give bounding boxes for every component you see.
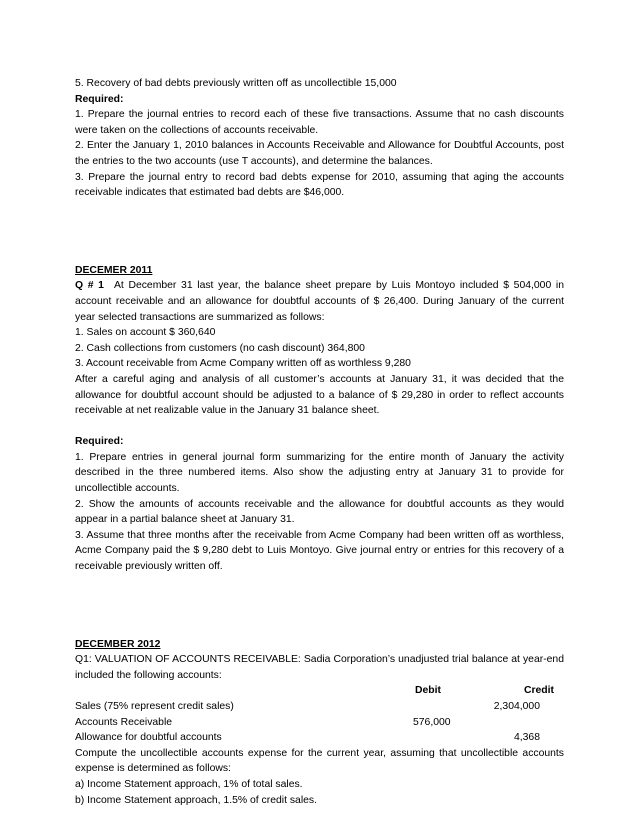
paragraph-line: 2. Enter the January 1, 2010 balances in Accounts Receivable and Allowance for Doubtful Accounts, post [75,140,564,152]
required-heading: Required: [75,436,124,448]
paragraph-line: appear in a partial balance sheet at January 31. [75,514,295,526]
paragraph-line: included the following accounts: [75,669,222,681]
paragraph-line: were taken on the collections of accounts receivable. [75,124,319,136]
paragraph-line: 2. Show the amounts of accounts receivable and the allowance for doubtful accounts as they would [75,498,564,510]
credit-amount: 4,368 [513,732,540,744]
paragraph-line: 1. Prepare the journal entries to record each of these five transactions. Assume that no cash discounts [75,109,564,121]
trial-balance-header [75,683,564,699]
paragraph-line: the entries to the two accounts (use T accounts), and determine the balances. [75,155,433,167]
account-name: Allowance for doubtful accounts [75,732,222,744]
paragraph-line: uncollectible accounts. [75,483,180,495]
debit-column-header: Debit [415,685,441,697]
transaction-5: 5. Recovery of bad debts previously written off as uncollectible 15,000 [75,78,397,89]
paragraph-line: 3. Assume that three months after the receivable from Acme Company had been written off as worthless, [75,529,564,541]
paragraph-line: After a careful aging and analysis of all customer’s accounts at January 31, it was decided that the [75,373,564,385]
credit-column-header: Credit [523,685,554,697]
paragraph-line: Compute the uncollectible accounts expense for the current year, assuming that uncollectible accounts [75,747,564,759]
paragraph-line: expense is determined as follows: [75,763,231,775]
transaction-item: 2. Cash collections from customers (no cash discount) 364,800 [75,342,365,354]
trial-balance-row [75,715,564,731]
paragraph-line: account receivable and an allowance for doubtful accounts of $ 26,400. During January of the current [75,295,564,307]
paragraph-line: 1. Prepare entries in general journal form summarizing for the entire month of January the activity [75,451,564,463]
credit-amount: 2,304,000 [493,701,540,712]
paragraph-line: allowance for doubtful account should be adjusted to a balance of $ 29,280 in order to reflect accounts [75,389,564,401]
paragraph-line: 3. Prepare the journal entry to record bad debts expense for 2010, assuming that aging the accounts [75,171,564,183]
section-december-2012 [75,637,564,809]
section-heading: DECEMBER 2012 [75,638,161,650]
trial-balance-row [75,699,564,715]
list-item: b) Income Statement approach, 1.5% of credit sales. [75,794,317,806]
trial-balance-row [75,730,564,746]
transaction-item: 1. Sales on account $ 360,640 [75,327,216,339]
section-2010-continuation [75,76,564,201]
list-item: a) Income Statement approach, 1% of total sales. [75,778,303,790]
paragraph-line: Acme Company paid the $ 9,280 debt to Luis Montoyo. Give journal entry or entries for this recovery of a [75,545,564,557]
paragraph-line: Q1: VALUATION OF ACCOUNTS RECEIVABLE: Sadia Corporation’s unadjusted trial balance at year-end [75,654,564,666]
document-page [75,76,564,808]
question-text: At December 31 last year, the balance sheet prepare by Luis Montoyo included $ 504,000 in [113,280,564,292]
paragraph-line: receivable previously written off. [75,561,223,573]
account-name: Accounts Receivable [75,716,173,728]
question-line [75,278,564,294]
debit-amount: 576,000 [413,716,451,728]
paragraph-line: receivable indicates that estimated bad debts are $46,000. [75,187,345,199]
paragraph-line: described in the three numbered items. Also show the adjusting entry at January 31 to provide for [75,467,564,479]
section-heading: DECEMER 2011 [75,264,153,276]
transaction-item: 3. Account receivable from Acme Company written off as worthless 9,280 [75,358,411,370]
paragraph-line: receivable at net realizable value in the January 31 balance sheet. [75,405,380,417]
section-december-2011 [75,263,564,575]
paragraph-line: year selected transactions are summarized as follows: [75,311,325,323]
question-label: Q # 1 [75,280,104,292]
account-name: Sales (75% represent credit sales) [75,701,234,712]
required-heading: Required: [75,93,124,105]
